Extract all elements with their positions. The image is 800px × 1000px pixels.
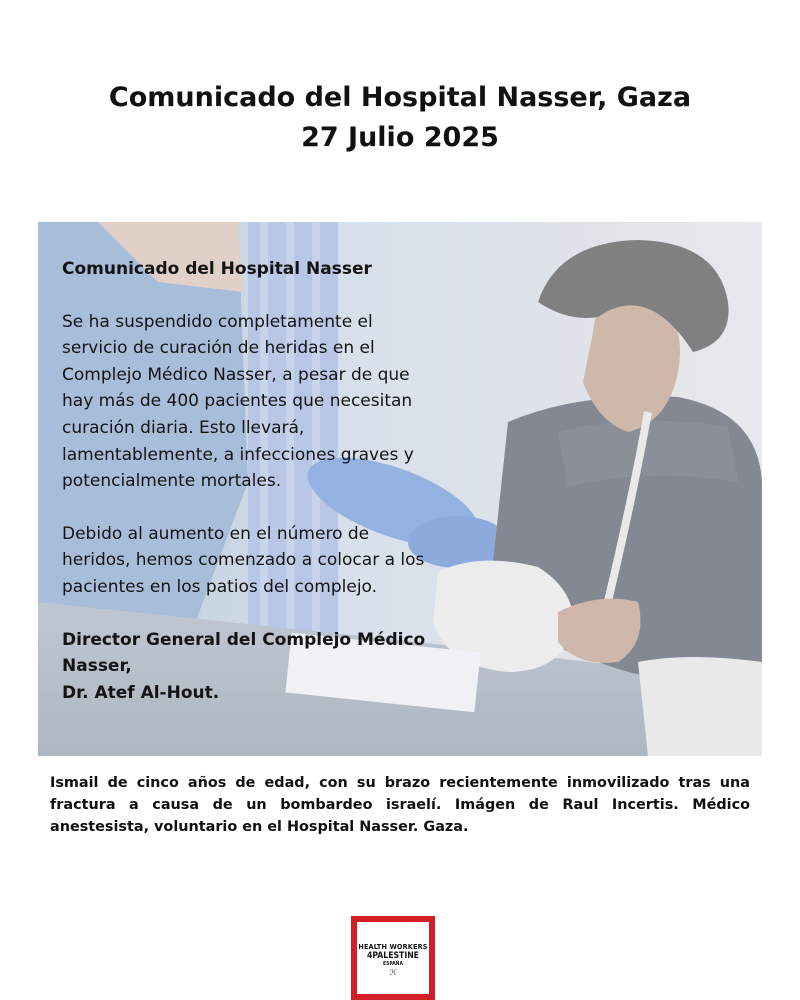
health-workers-4-palestine-logo bbox=[351, 916, 435, 1000]
statement-paragraph-2: Debido al aumento en el número de heridos, hemos comenzado a colocar a los pacientes en los patios del complejo. bbox=[62, 523, 425, 597]
title-line-1: Comunicado del Hospital Nasser, Gaza bbox=[108, 82, 692, 113]
logo-signature-icon: ℋ bbox=[389, 968, 397, 977]
statement-heading: Comunicado del Hospital Nasser bbox=[62, 259, 372, 279]
hospital-photo bbox=[38, 222, 762, 756]
title-line-2: 27 Julio 2025 bbox=[301, 122, 499, 153]
statement-paragraph-1: Se ha suspendido completamente el servicio de curación de heridas en el Complejo Médico Nasser, a pesar de que hay más de 400 pacientes que necesitan curación diaria. Esto llevará, lamentablemente, a infecciones graves y potencialmente mortales. bbox=[62, 311, 414, 492]
statement-text bbox=[62, 256, 442, 706]
logo-text-line-2: 4PALESTINE bbox=[367, 951, 419, 961]
signature-line-2: Dr. Atef Al-Hout. bbox=[62, 682, 220, 703]
statement-signature bbox=[62, 627, 442, 707]
photo-caption: Ismail de cinco años de edad, con su brazo recientemente inmovilizado tras una fractura a causa de un bombardeo israelí. Imágen de Raul Incertis. Médico anestesista, voluntario en el Hospital Nasser. Gaza. bbox=[50, 775, 750, 835]
signature-line-1: Director General del Complejo Médico Nasser, bbox=[62, 629, 426, 677]
logo-inner bbox=[357, 922, 429, 994]
page-title bbox=[0, 78, 800, 158]
logo-text-line-1: HEALTH WORKERS bbox=[358, 942, 428, 951]
logo-text-line-3: ESPAÑA bbox=[383, 961, 403, 967]
